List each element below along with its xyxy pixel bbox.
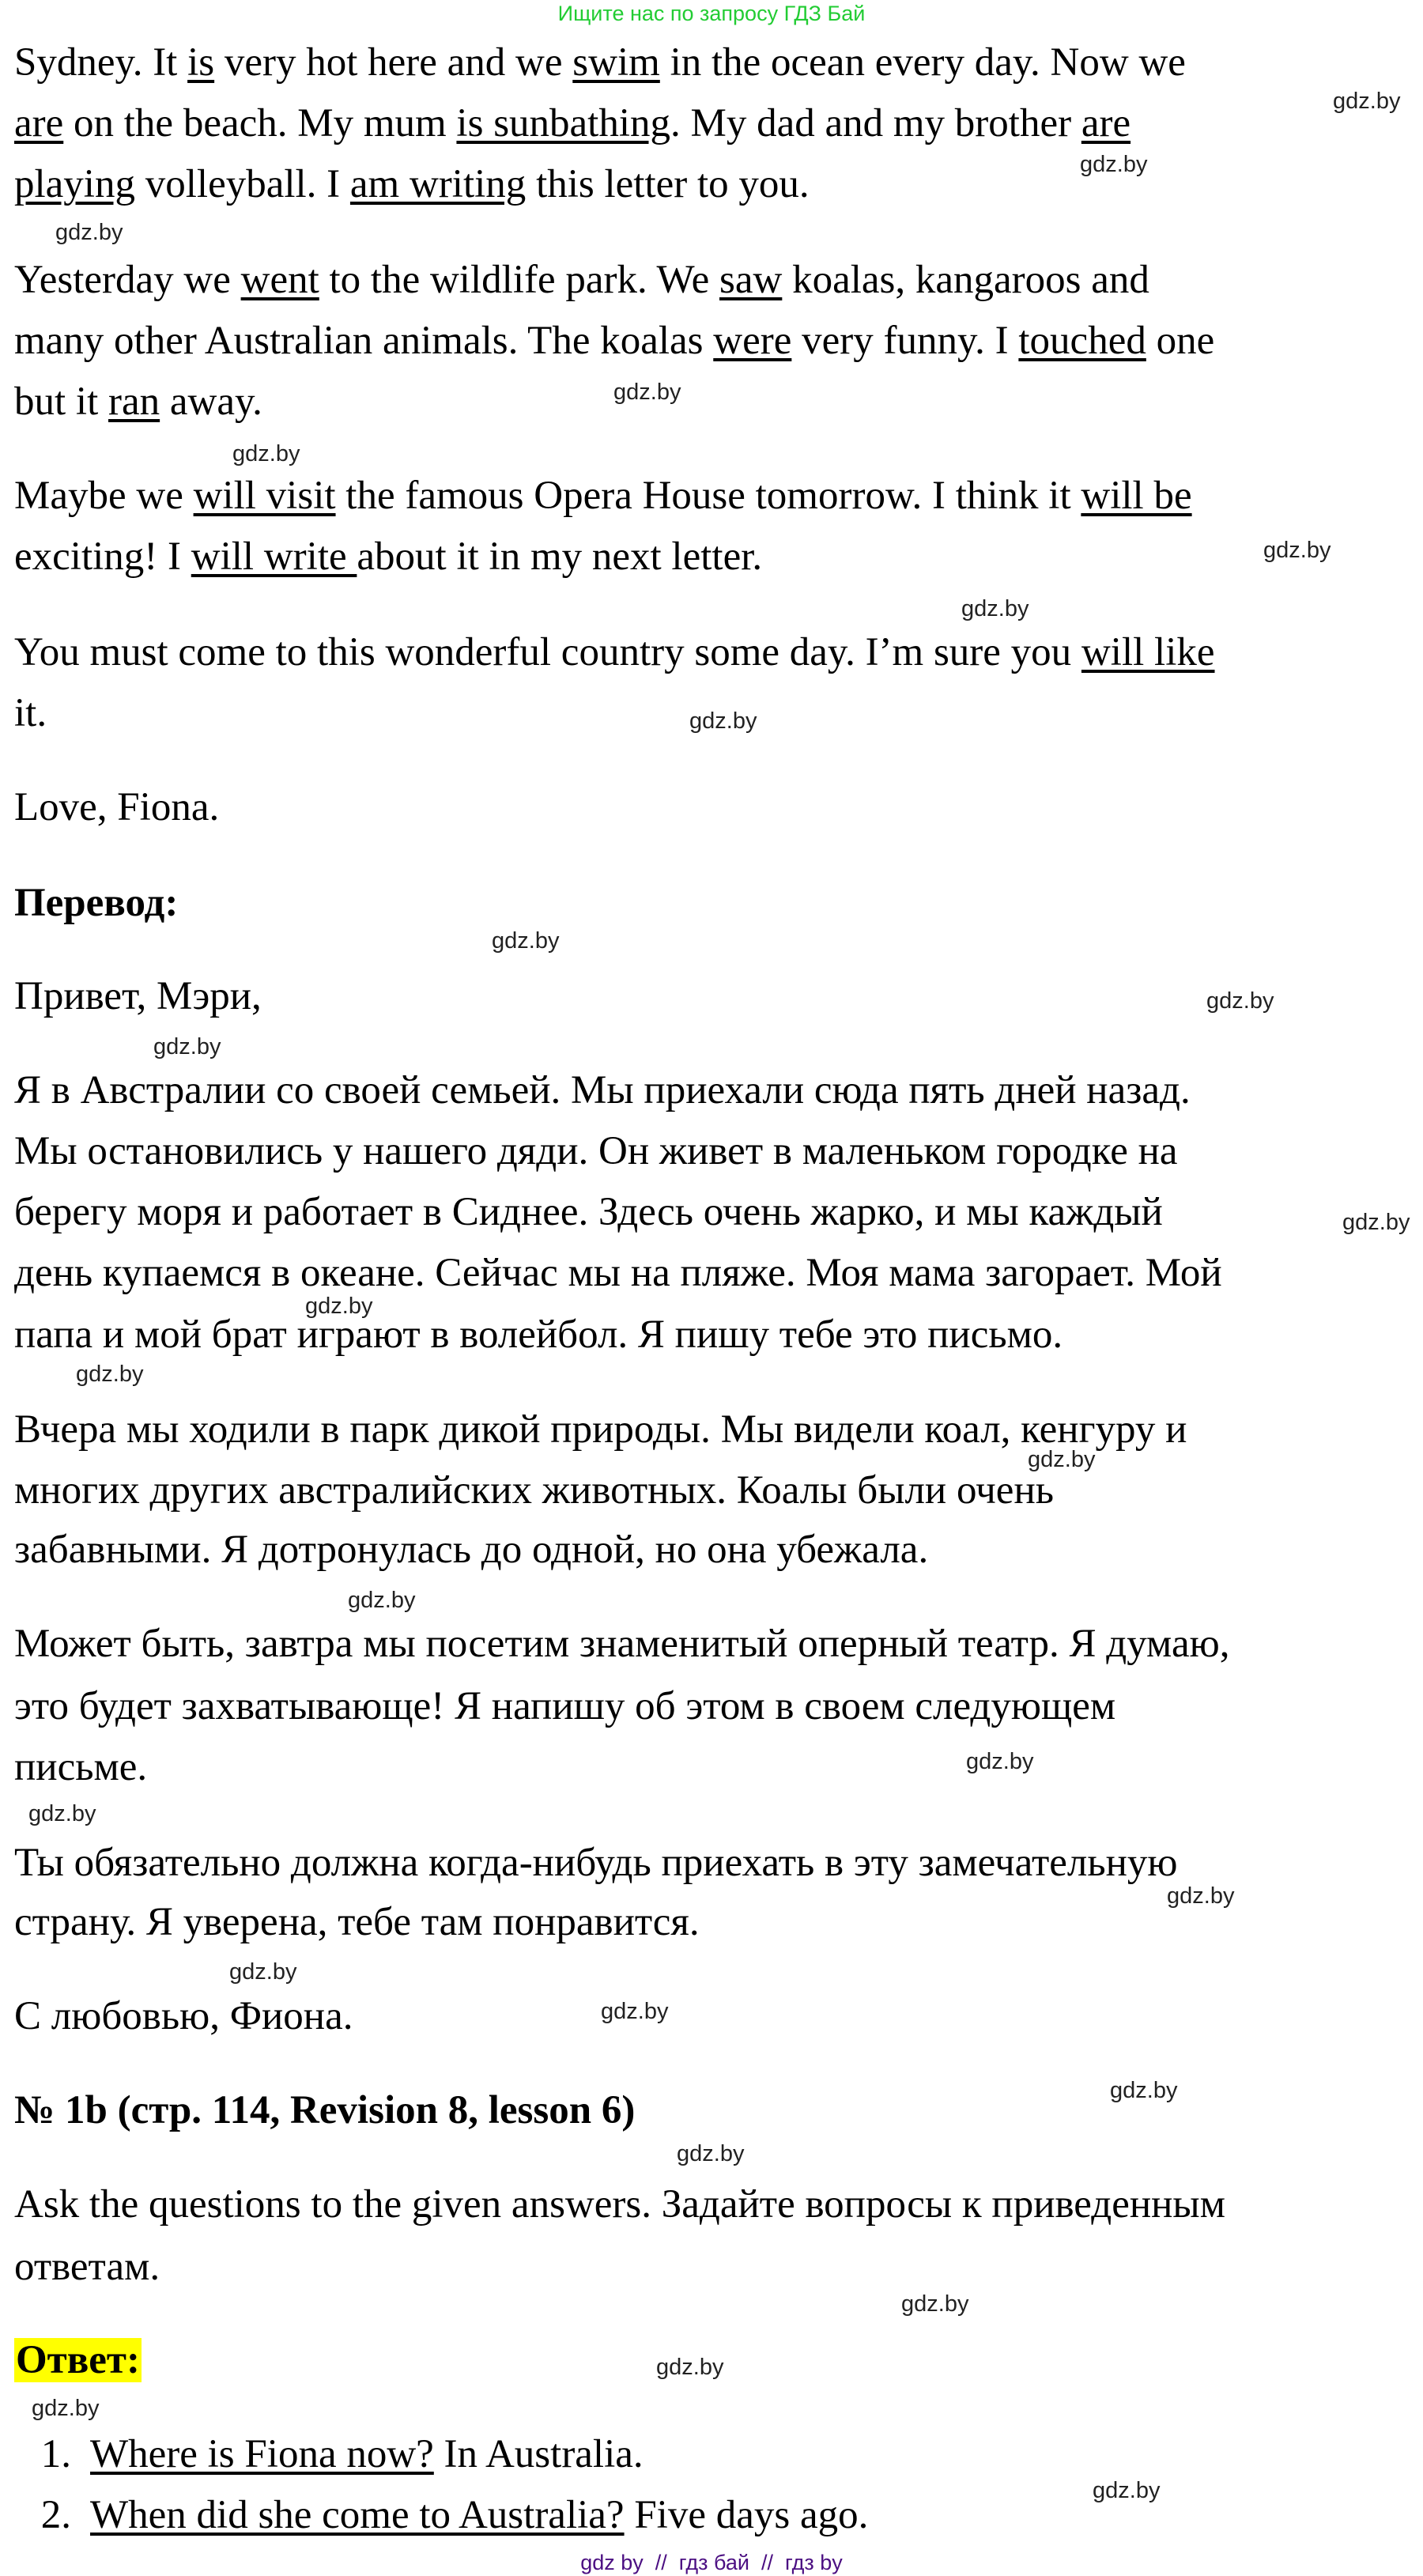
letter-closing: Love, Fiona.	[14, 785, 220, 829]
watermark: gdz.by	[601, 1999, 669, 2024]
watermark: gdz.by	[656, 2355, 724, 2380]
underlined-verb: were	[713, 319, 792, 363]
text-segment: it.	[14, 691, 47, 735]
search-banner: Ищите нас по запросу ГДЗ Бай	[557, 2, 866, 25]
translation-line: папа и мой брат играют в волейбол. Я пишу тебе это письмо.	[14, 1313, 1063, 1357]
underlined-verb: are	[14, 101, 64, 145]
letter-line	[14, 252, 1149, 308]
answer-item	[14, 2427, 644, 2482]
translation-line: многих других австралийских животных. Коалы были очень	[14, 1468, 1054, 1513]
letter-line	[14, 625, 1215, 680]
watermark: gdz.by	[1167, 1883, 1235, 1909]
translation-line: Я в Австралии со своей семьей. Мы приехали сюда пять дней назад.	[14, 1068, 1191, 1112]
text-segment: on the beach. My mum	[63, 101, 457, 145]
text-segment: one	[1146, 319, 1215, 363]
text-segment: volleyball. I	[134, 162, 350, 206]
text-segment: very hot here and we	[214, 40, 573, 85]
underlined-verb: is	[187, 40, 215, 85]
underlined-verb: went	[240, 258, 319, 302]
letter-line	[14, 529, 762, 584]
text-segment: koalas, kangaroos and	[782, 258, 1149, 302]
watermark: gdz.by	[305, 1294, 373, 1319]
answer-item	[14, 2487, 868, 2543]
text-segment: . My dad and my brother	[670, 101, 1081, 145]
underlined-verb: will write	[191, 534, 357, 579]
watermark: gdz.by	[232, 441, 300, 466]
translation-line: Может быть, завтра мы посетим знаменитый оперный театр. Я думаю,	[14, 1622, 1230, 1666]
underlined-verb: is sunbathing	[456, 101, 671, 145]
letter-line	[14, 157, 810, 212]
text-segment: very funny. I	[791, 319, 1019, 363]
underlined-verb: saw	[719, 258, 783, 302]
watermark: gdz.by	[55, 220, 123, 245]
letter-line	[14, 35, 1186, 90]
watermark: gdz.by	[32, 2396, 100, 2421]
watermark: gdz.by	[966, 1749, 1034, 1774]
text-segment: but it	[14, 380, 109, 424]
translation-line: Вчера мы ходили в парк дикой природы. Мы видели коал, кенгуру и	[14, 1407, 1187, 1452]
underlined-verb: playing	[14, 162, 135, 206]
translation-greeting: Привет, Мэри,	[14, 974, 262, 1018]
answer-text: In Australia.	[433, 2432, 644, 2476]
underlined-verb: swim	[572, 40, 660, 85]
watermark: gdz.by	[1028, 1447, 1096, 1472]
watermark: gdz.by	[1093, 2478, 1161, 2503]
underlined-verb: are	[1081, 101, 1131, 145]
watermark: gdz.by	[28, 1801, 96, 1826]
answer-question: When did she come to Australia?	[90, 2493, 625, 2537]
exercise-instruction: ответам.	[14, 2245, 160, 2289]
watermark: gdz.by	[1263, 538, 1331, 563]
exercise-instruction: Ask the questions to the given answers. Задайте вопросы к приведенным	[14, 2182, 1225, 2227]
answer-question: Where is Fiona now?	[90, 2432, 434, 2476]
underlined-verb: touched	[1018, 319, 1146, 363]
text-segment: the famous Opera House tomorrow. I think it	[335, 474, 1081, 518]
underlined-verb: am writing	[349, 162, 527, 206]
watermark: gdz.by	[961, 596, 1029, 621]
translation-line: страну. Я уверена, тебе там понравится.	[14, 1900, 700, 1944]
watermark: gdz.by	[1110, 2078, 1178, 2103]
watermark: gdz.by	[1333, 89, 1401, 114]
watermark: gdz.by	[229, 1959, 297, 1985]
footer-banner: gdz by // гдз бай // гдз by	[580, 2551, 843, 2574]
text-segment: about it in my next letter.	[357, 534, 763, 579]
underlined-verb: will visit	[193, 474, 336, 518]
text-segment: to the wildlife park. We	[319, 258, 719, 302]
watermark: gdz.by	[1342, 1210, 1410, 1235]
letter-line	[14, 96, 1130, 151]
underlined-verb: ran	[108, 380, 160, 424]
watermark: gdz.by	[1206, 988, 1274, 1014]
watermark: gdz.by	[901, 2291, 969, 2317]
translation-line: берегу моря и работает в Сиднее. Здесь очень жарко, и мы каждый	[14, 1190, 1163, 1234]
answer-number: 2.	[40, 2493, 71, 2537]
watermark: gdz.by	[613, 380, 681, 405]
text-segment: away.	[160, 380, 262, 424]
watermark: gdz.by	[153, 1034, 221, 1059]
watermark: gdz.by	[677, 2141, 745, 2166]
underlined-verb: will like	[1081, 630, 1215, 674]
exercise-title: № 1b (стр. 114, Revision 8, lesson 6)	[14, 2088, 636, 2132]
letter-line	[14, 374, 262, 429]
underlined-verb: will be	[1081, 474, 1192, 518]
letter-line	[14, 313, 1214, 368]
text-segment: Sydney. It	[14, 40, 188, 85]
text-segment: in the ocean every day. Now we	[659, 40, 1186, 85]
text-segment: this letter to you.	[526, 162, 810, 206]
translation-line: это будет захватывающе! Я напишу об этом в своем следующем	[14, 1684, 1116, 1728]
letter-line	[14, 686, 47, 741]
watermark: gdz.by	[348, 1588, 416, 1613]
answer-number: 1.	[40, 2432, 71, 2476]
answer-label-highlight: Ответ:	[16, 2338, 140, 2382]
translation-heading: Перевод:	[14, 881, 179, 925]
watermark: gdz.by	[492, 928, 560, 954]
translation-line: забавными. Я дотронулась до одной, но она убежала.	[14, 1528, 929, 1572]
translation-line: день купаемся в океане. Сейчас мы на пляже. Моя мама загорает. Мой	[14, 1251, 1222, 1295]
watermark: gdz.by	[1080, 152, 1148, 177]
answer-text: Five days ago.	[624, 2493, 869, 2537]
text-segment: Yesterday we	[14, 258, 241, 302]
watermark: gdz.by	[689, 708, 757, 734]
text-segment: You must come to this wonderful country some day. I’m sure you	[14, 630, 1081, 674]
text-segment: Maybe we	[14, 474, 194, 518]
text-segment: many other Australian animals. The koalas	[14, 319, 714, 363]
letter-line	[14, 468, 1192, 523]
translation-line: Мы остановились у нашего дяди. Он живет в маленьком городке на	[14, 1129, 1178, 1173]
text-segment: exciting! I	[14, 534, 191, 579]
translation-closing: С любовью, Фиона.	[14, 1994, 353, 2038]
answer-label	[14, 2332, 142, 2388]
watermark: gdz.by	[76, 1362, 144, 1387]
translation-line: Ты обязательно должна когда-нибудь приехать в эту замечательную	[14, 1841, 1178, 1885]
translation-line: письме.	[14, 1745, 148, 1789]
